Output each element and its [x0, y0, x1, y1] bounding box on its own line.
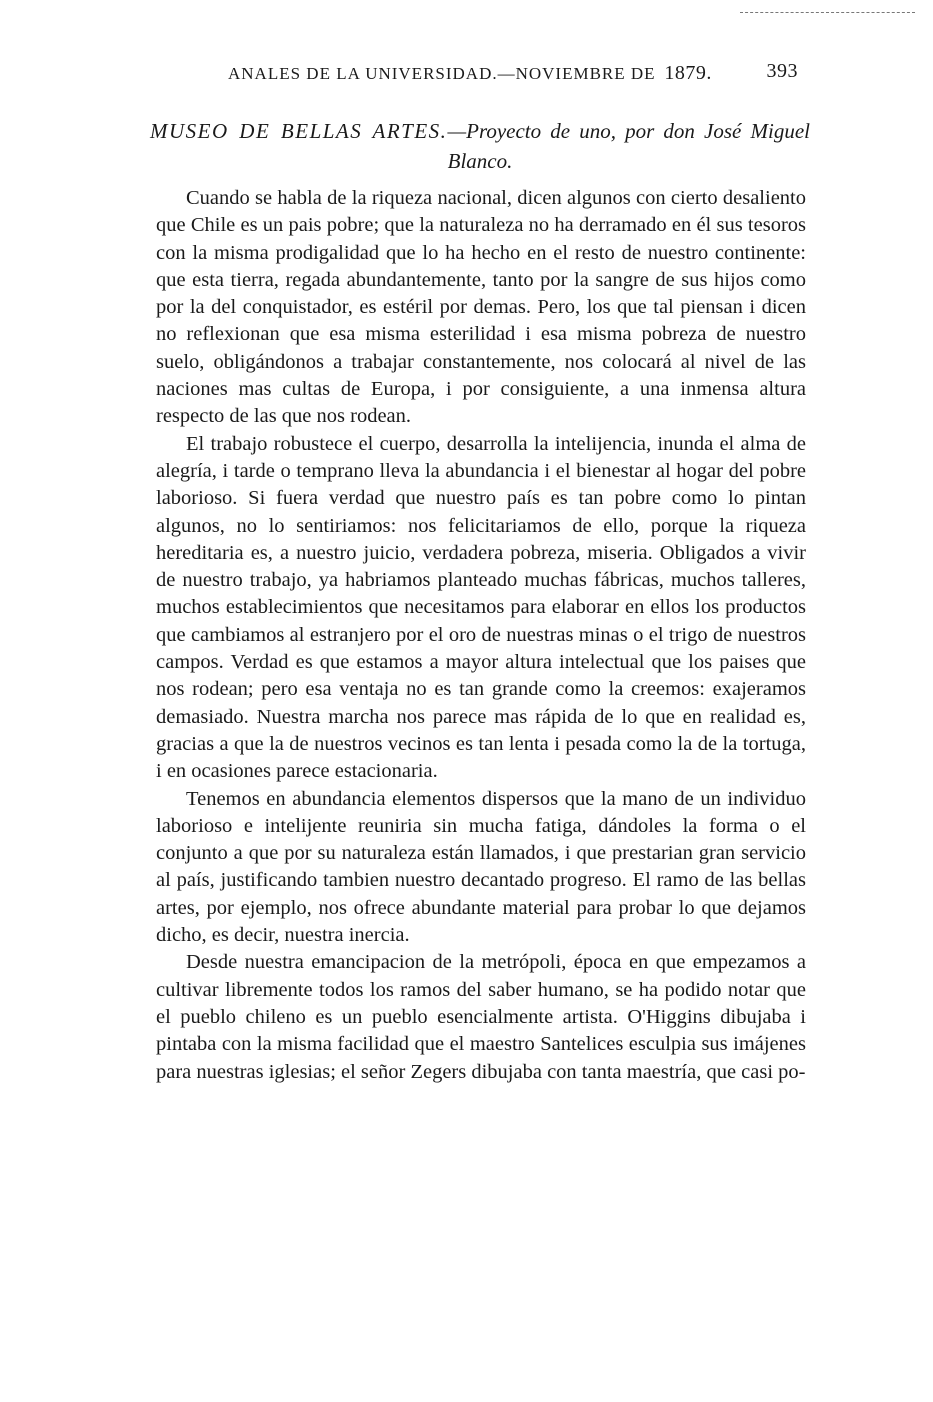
running-header	[228, 62, 798, 85]
top-rule	[740, 12, 915, 13]
page-number: 393	[766, 60, 798, 82]
title-main: MUSEO DE BELLAS ARTES.	[150, 119, 448, 143]
running-title: ANALES DE LA UNIVERSIDAD.—NOVIEMBRE DE	[228, 64, 656, 83]
article-body	[156, 185, 806, 1086]
article-title	[150, 116, 810, 176]
paragraph: El trabajo robustece el cuerpo, desarrolla la intelijencia, inunda el alma de alegría, i tarde o temprano lleva la abundancia i el bienestar al hogar del pobre laborioso. Si fuera verdad que nuestro país es tan pobre como lo pintan algunos, no lo sentiriamos: nos felicitariamos de ello, porque la riqueza hereditaria es, a nuestro juicio, verdadera pobreza, miseria. Obligados a vivir de nuestro trabajo, ya habriamos planteado muchas fábricas, muchos talleres, muchos establecimientos que necesitamos para elaborar en ellos los productos que cambiamos al estranjero por el oro de nuestras minas o el trigo de nuestros campos. Verdad es que estamos a mayor altura intelectual que los paises que nos rodean; pero esa ventaja no es tan grande como la creemos: exajeramos demasiado. Nuestra marcha nos parece mas rápida de lo que en realidad es, gracias a que la de nuestros vecinos es tan lenta i pesada como la de la tortuga, i en ocasiones parece estacionaria.	[156, 432, 806, 783]
paragraph: Cuando se habla de la riqueza nacional, dicen algunos con cierto desaliento que Chile es un pais pobre; que la naturaleza no ha derramado en él sus tesoros con la misma prodigalidad que lo ha hecho en el resto de nuestro continente: que esta tierra, regada abundantemente, tanto por la sangre de sus hijos como por la del conquistador, es estéril por demas. Pero, los que tal piensan i dicen no reflexionan que esa misma esterilidad i esa misma pobreza de nuestro suelo, obligándonos a trabajar constantemente, nos colocará al nivel de las naciones mas cultas de Europa, i por consiguiente, a una inmensa altura respecto de las que nos rodean.	[156, 187, 806, 428]
header-year: 1879.	[664, 62, 712, 84]
paragraph: Tenemos en abundancia elementos dispersos que la mano de un individuo laborioso e intelijente reuniria sin mucha fatiga, dándoles la forma o el conjunto a que por su naturaleza están llamados, i que prestarian gran servicio al país, justificando tambien nuestro decantado progreso. El ramo de las bellas artes, por ejemplo, nos ofrece abundante material para probar lo que dejamos dicho, es decir, nuestra inercia.	[156, 787, 806, 947]
title-subtitle: —Proyecto de uno, por don José Miguel Blanco.	[447, 119, 810, 173]
paragraph: Desde nuestra emancipacion de la metrópoli, época en que empezamos a cultivar libremente todos los ramos del saber humano, se ha podido notar que el pueblo chileno es un pueblo esencialmente artista. O'Higgins dibujaba i pintaba con la misma facilidad que el maestro Santelices esculpia sus imájenes para nuestras iglesias; el señor Zegers dibujaba con tanta maestría, que casi po-	[156, 951, 806, 1083]
